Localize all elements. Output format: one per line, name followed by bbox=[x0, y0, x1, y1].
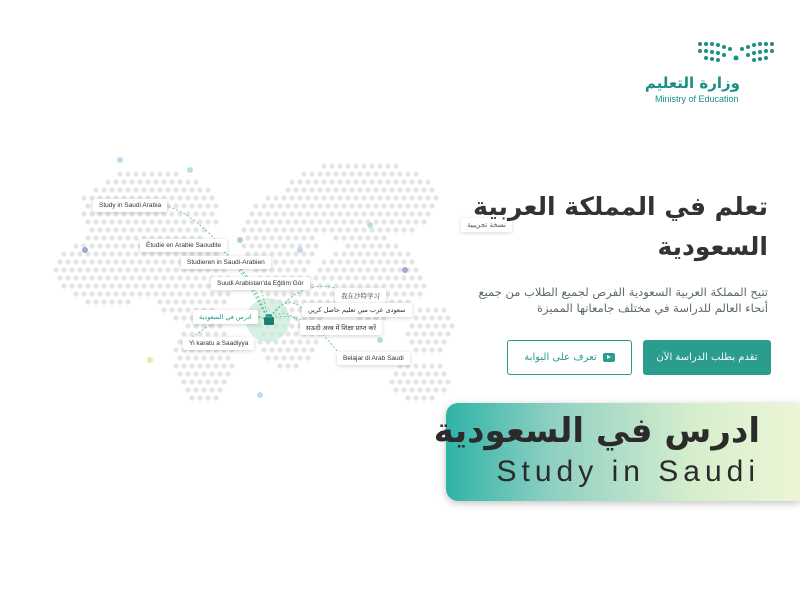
apply-now-button-label: تقدم بطلب الدراسة الآن bbox=[656, 352, 758, 363]
apply-now-button[interactable] bbox=[643, 340, 771, 375]
map-label-french: Étudie en Arabie Saoudite bbox=[140, 239, 227, 252]
logo-arabic-text: وزارة التعليم bbox=[644, 74, 740, 92]
page-title-line2: السعودية bbox=[657, 232, 768, 261]
map-label-hausa: Yi karatu a Saadiyya bbox=[183, 337, 254, 350]
banner-arabic-title: ادرس في السعودية bbox=[433, 411, 760, 451]
banner-english-title: Study in Saudi bbox=[496, 455, 760, 488]
study-in-saudi-banner bbox=[433, 403, 800, 501]
map-label-urdu: سعودی عرب میں تعلیم حاصل کریں bbox=[302, 303, 412, 317]
world-map bbox=[40, 130, 470, 420]
map-label-german: Studieren in Saudi-Arabien bbox=[181, 256, 271, 269]
discover-portal-button[interactable] bbox=[507, 340, 632, 375]
trial-version-badge: نسخة تجريبية bbox=[461, 218, 512, 232]
map-label-hindi: सऊदी अरब में शिक्षा प्राप्त करें bbox=[300, 320, 382, 335]
ministry-logo[interactable] bbox=[644, 38, 780, 108]
map-label-indonesian: Belajar di Arab Saudi bbox=[337, 352, 410, 365]
hero-description: تتيح المملكة العربية السعودية الفرص لجميع الطلاب من جميع أنحاء العالم للدراسة في مختلف جامعاتها المميزة bbox=[478, 285, 768, 315]
map-label-english: Study in Saudi Arabia bbox=[93, 199, 167, 212]
map-label-turkish: Suudi Arabistan'da Eğitim Gör bbox=[211, 277, 310, 290]
discover-portal-button-label: تعرف على البوابة bbox=[524, 352, 597, 363]
ministry-logo-mark-icon bbox=[696, 38, 776, 66]
page-title-line1: تعلم في المملكة العربية bbox=[473, 192, 768, 221]
saudi-location-pin-icon bbox=[262, 313, 276, 327]
logo-english-text: Ministry of Education bbox=[655, 94, 739, 104]
map-label-chinese: 我在沙特学习 bbox=[335, 288, 386, 303]
map-label-arabic: ادرس في السعودية bbox=[193, 310, 258, 324]
play-icon bbox=[603, 353, 615, 362]
